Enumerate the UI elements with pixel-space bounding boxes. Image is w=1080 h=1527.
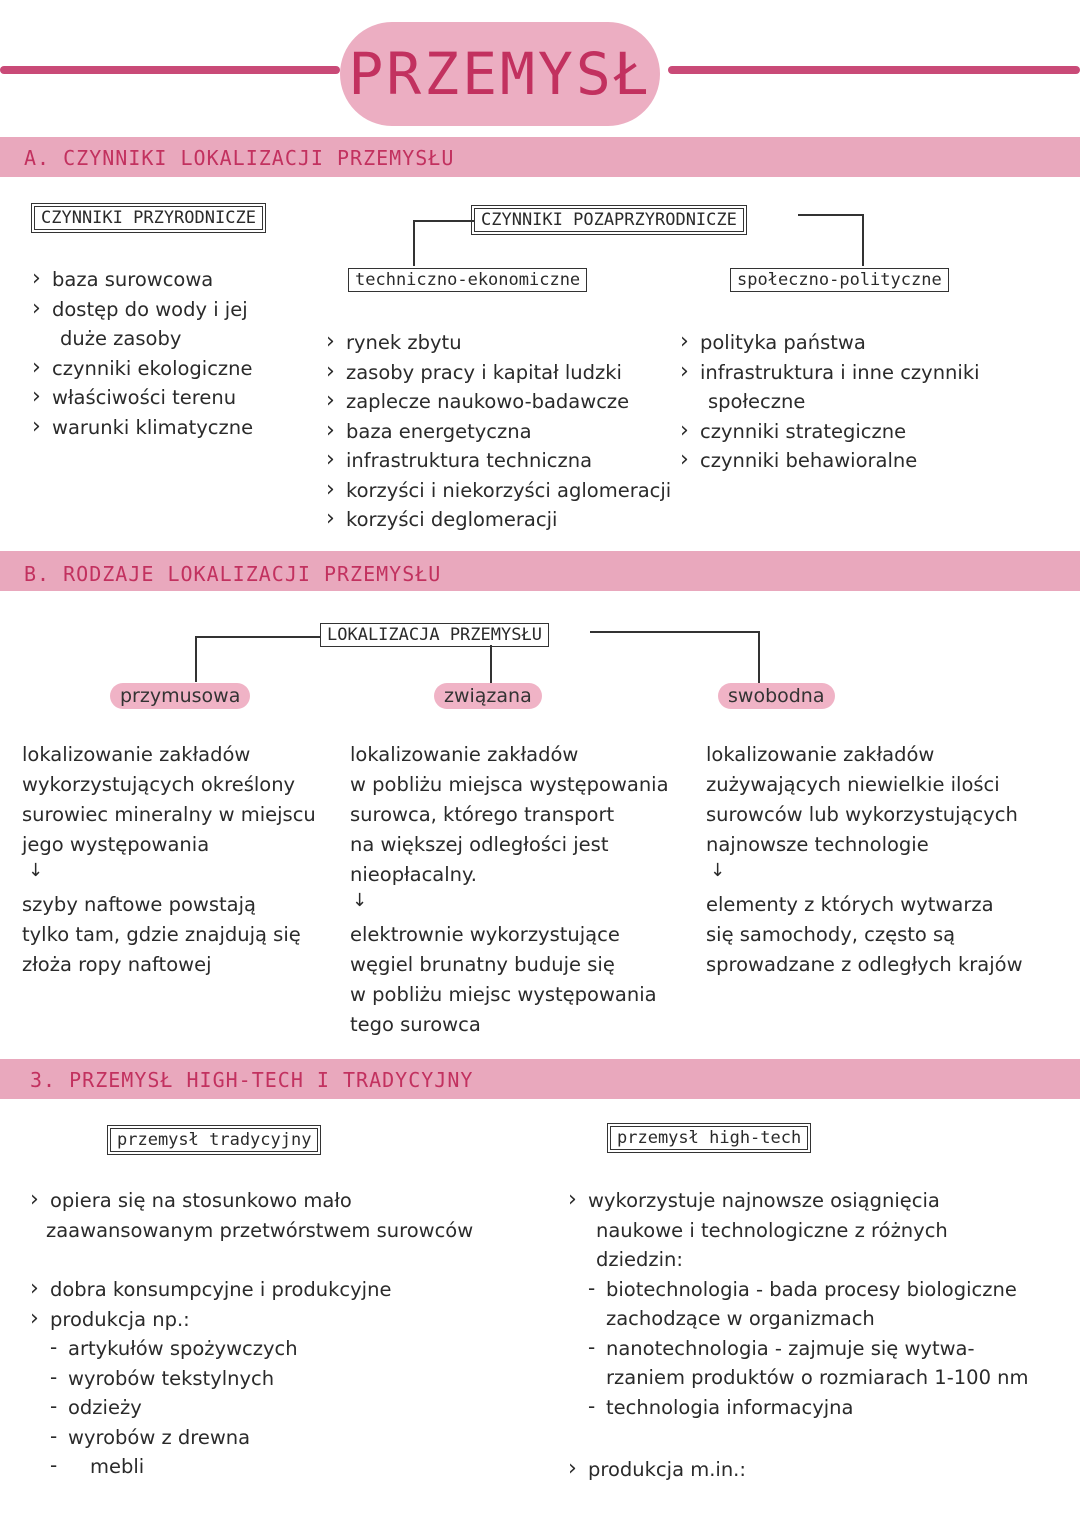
forced-example <box>22 890 301 980</box>
free-description <box>706 740 1018 860</box>
text-line: zużywających niewielkie ilości <box>706 773 1000 796</box>
list-item: - nanotechnologia - zajmuje się wytwa- <box>566 1334 1029 1364</box>
list-item: › czynniki ekologiczne <box>30 354 253 384</box>
list-item: › baza surowcowa <box>30 265 253 295</box>
free-example <box>706 890 1023 980</box>
text-line: surowców lub wykorzystujących <box>706 803 1018 826</box>
social-political-label: społeczno-polityczne <box>730 268 949 292</box>
forced-description <box>22 740 316 860</box>
list-item: › wykorzystuje najnowsze osiągnięcia <box>566 1186 1029 1216</box>
connector <box>798 214 862 216</box>
location-type-forced: przymusowa <box>110 683 250 709</box>
industry-location-label: LOKALIZACJA PRZEMYSŁU <box>320 623 549 647</box>
title-line-left <box>0 66 340 74</box>
connector <box>758 631 760 683</box>
high-tech-industry-label: przemysł high-tech <box>610 1126 808 1150</box>
list-item: zachodzące w organizmach <box>606 1307 875 1330</box>
traditional-list-2 <box>28 1275 391 1482</box>
title-pill <box>340 22 660 126</box>
text-line: jego występowania <box>22 833 210 856</box>
text-line: na większej odległości jest <box>350 833 609 856</box>
traditional-industry-label: przemysł tradycyjny <box>110 1128 318 1152</box>
list-item: - biotechnologia - bada procesy biologiczne <box>566 1275 1029 1305</box>
text-line: złoża ropy naftowej <box>22 953 212 976</box>
list-item: naukowe i technologiczne z różnych <box>596 1218 948 1242</box>
list-item: › produkcja np.: <box>28 1305 391 1335</box>
text-line: elektrownie wykorzystujące <box>350 923 620 946</box>
list-item: dziedzin: <box>596 1248 683 1271</box>
text-line: w pobliżu miejsca występowania <box>350 773 669 796</box>
natural-factors-label: CZYNNIKI PRZYRODNICZE <box>34 206 263 230</box>
list-item: - artykułów spożywczych <box>28 1334 391 1364</box>
list-item: › zasoby pracy i kapitał ludzki <box>324 358 671 388</box>
technical-economic-label: techniczno-ekonomiczne <box>348 268 587 292</box>
location-type-free: swobodna <box>718 683 835 709</box>
text-line: wykorzystujących określony <box>22 773 296 796</box>
list-item: › dobra konsumpcyjne i produkcyjne <box>28 1275 391 1305</box>
list-item: - wyrobów tekstylnych <box>28 1364 391 1394</box>
linked-description <box>350 740 669 890</box>
text-line: surowiec mineralny w miejscu <box>22 803 316 826</box>
list-item: › zaplecze naukowo-badawcze <box>324 387 671 417</box>
list-item: › infrastruktura techniczna <box>324 446 671 476</box>
technical-economic-list <box>324 328 671 535</box>
text-line: lokalizowanie zakładów <box>22 743 251 766</box>
arrow-down-icon: ↓ <box>28 860 44 881</box>
list-item: › właściwości terenu <box>30 383 253 413</box>
list-item: › korzyści deglomeracji <box>324 505 671 535</box>
list-item: › infrastruktura i inne czynniki <box>678 358 980 388</box>
arrow-down-icon: ↓ <box>710 860 726 881</box>
section-a-heading: A. CZYNNIKI LOKALIZACJI PRZEMYSŁU <box>24 146 455 170</box>
text-line: szyby naftowe powstają <box>22 893 256 916</box>
high-tech-list <box>566 1186 1029 1422</box>
arrow-down-icon: ↓ <box>352 890 368 911</box>
list-item: społeczne <box>708 390 806 413</box>
list-item: - odzieży <box>28 1393 391 1423</box>
list-item: - technologia informacyjna <box>566 1393 1029 1423</box>
natural-factors-list <box>30 265 253 442</box>
text-line: lokalizowanie zakładów <box>706 743 935 766</box>
list-item: › dostęp do wody i jej <box>30 295 253 325</box>
connector <box>590 631 758 633</box>
text-line: surowca, którego transport <box>350 803 615 826</box>
text-line: elementy z których wytwarza <box>706 893 994 916</box>
non-natural-factors-label: CZYNNIKI POZAPRZYRODNICZE <box>474 208 744 232</box>
text-line: lokalizowanie zakładów <box>350 743 579 766</box>
text-line: najnowsze technologie <box>706 833 929 856</box>
connector <box>195 636 197 682</box>
connector <box>862 214 864 266</box>
high-tech-list-2 <box>566 1455 746 1485</box>
traditional-list <box>28 1186 473 1245</box>
list-item: › baza energetyczna <box>324 417 671 447</box>
list-item: - wyrobów z drewna <box>28 1423 391 1453</box>
text-line: węgiel brunatny buduje się <box>350 953 615 976</box>
social-political-list <box>678 328 980 476</box>
linked-example <box>350 920 657 1040</box>
section-b-heading: B. RODZAJE LOKALIZACJI PRZEMYSŁU <box>24 562 442 586</box>
connector <box>490 645 492 683</box>
title-line-right <box>668 66 1080 74</box>
text-line: się samochody, często są <box>706 923 956 946</box>
list-item: › czynniki behawioralne <box>678 446 980 476</box>
list-item: › rynek zbytu <box>324 328 671 358</box>
list-item: › korzyści i niekorzyści aglomeracji <box>324 476 671 506</box>
list-item: › produkcja m.in.: <box>566 1455 746 1485</box>
list-item: › opiera się na stosunkowo mało <box>28 1186 473 1216</box>
list-item: › polityka państwa <box>678 328 980 358</box>
list-item: zaawansowanym przetwórstwem surowców <box>46 1218 474 1242</box>
location-type-linked: związana <box>434 683 542 709</box>
text-line: tego surowca <box>350 1013 481 1036</box>
list-item: › warunki klimatyczne <box>30 413 253 443</box>
list-item: rzaniem produktów o rozmiarach 1-100 nm <box>606 1366 1029 1389</box>
connector <box>413 220 415 266</box>
list-item: - mebli <box>28 1452 391 1482</box>
connector <box>413 220 475 222</box>
list-item: › czynniki strategiczne <box>678 417 980 447</box>
section-c-heading: 3. PRZEMYSŁ HIGH-TECH I TRADYCYJNY <box>30 1068 474 1092</box>
list-item: duże zasoby <box>60 327 182 350</box>
text-line: nieopłacalny. <box>350 863 477 886</box>
page-title: PRZEMYSŁ <box>348 40 652 108</box>
text-line: tylko tam, gdzie znajdują się <box>22 923 301 946</box>
text-line: sprowadzane z odległych krajów <box>706 953 1023 976</box>
connector <box>195 636 321 638</box>
text-line: w pobliżu miejsc występowania <box>350 983 657 1006</box>
